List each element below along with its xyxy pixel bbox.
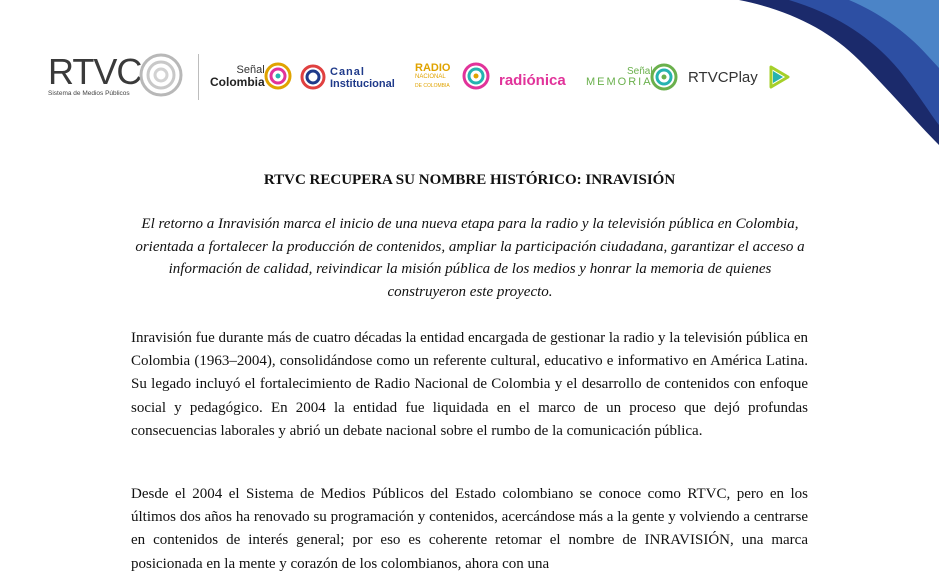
rtvc-play-logo: RTVCPlay	[688, 69, 758, 86]
senal-memoria-line1: Señal	[626, 66, 653, 77]
document-paragraph-1: Inravisión fue durante más de cuatro décadas la entidad encargada de gestionar la radio y la televisión pública en Colombia (1963–2004), consolidándose como un referente cultural, educativo e informativo en América Latina. Su legado incluyó el fortalecimiento de Radio Nacional de Colombia y el desarrollo de contenidos con enfoque social y pedagógico. En 2004 la entidad fue liquidada en el marco de un proceso que dejó profundas consecuencias laborales y abrió un debate nacional sobre el rumbo de la comunicación pública.	[131, 330, 808, 439]
rtvc-logo-subtitle: Sistema de Medios Públicos	[48, 90, 130, 97]
document-lead: El retorno a Inravisión marca el inicio de una nueva etapa para la radio y la televisión pública en Colombia, orientada a fortalecer la producción de contenidos, ampliar la participación ciudadana, garantizar el acceso a información de calidad, reivindicar la misión pública de los medios y honrar la memoria de quienes construyeron este proyecto.	[135, 216, 805, 300]
radio-nacional-line2: NACIONAL	[415, 74, 446, 80]
radio-nacional-line1: RADIO	[415, 62, 451, 74]
senal-colombia-swirl-icon	[264, 62, 292, 90]
radio-nacional-line3: DE COLOMBIA	[415, 83, 450, 89]
play-icon	[767, 64, 791, 90]
radio-nacional-logo	[415, 64, 450, 91]
senal-colombia-logo	[210, 64, 265, 88]
radio-nacional-swirl-icon	[462, 62, 490, 90]
radionica-logo: radiónica	[499, 72, 566, 89]
senal-memoria-swirl-icon	[650, 63, 678, 91]
senal-colombia-line2: Colombia	[210, 75, 265, 89]
senal-memoria-logo	[586, 66, 653, 88]
document-paragraph-2: Desde el 2004 el Sistema de Medios Públicos del Estado colombiano se conoce como RTVC, pero en los últimos dos años ha renovado su programación y contenidos, acercándose más a la gente y volviendo a centrarse en contenidos de interés general; por eso es coherente retomar el nombre de INRAVISIÓN, una marca posicionada en la mente y corazón de los colombianos, ahora con una	[131, 486, 808, 572]
senal-colombia-line1: Señal	[236, 64, 265, 76]
canal-institucional-icon	[300, 64, 326, 90]
canal-institucional-line2: Institucional	[330, 78, 395, 90]
document-title: RTVC RECUPERA SU NOMBRE HISTÓRICO: INRAVISIÓN	[263, 172, 676, 188]
canal-institucional-line1: Canal	[330, 66, 365, 78]
canal-institucional-logo	[330, 66, 395, 90]
rtvc-swirl-icon	[138, 52, 184, 98]
rtvc-logo	[48, 51, 142, 97]
rtvc-logo-text: RTVC	[48, 51, 142, 92]
senal-memoria-line2: MEMORIA	[586, 76, 653, 88]
header-divider	[198, 54, 199, 100]
